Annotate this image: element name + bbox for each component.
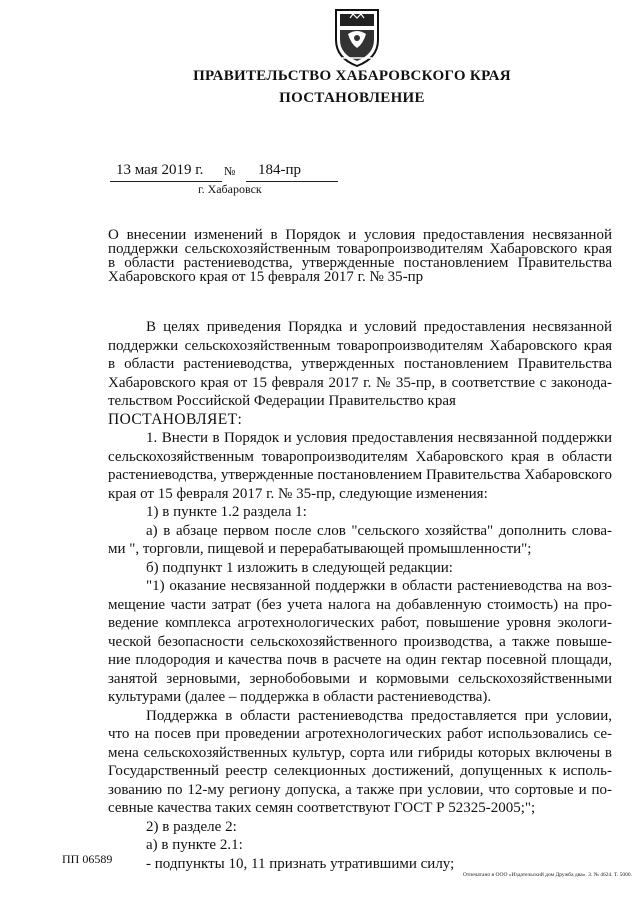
body-line: края от 15 февраля 2017 г. № 35-пр, следующие изменения: (108, 485, 488, 502)
body-line: занятой зерновыми, зернобобовыми и кормовыми сельскохозяйственными (108, 670, 612, 687)
body-line: в области растениеводства, утвержденных постановлением Правительства (108, 356, 612, 372)
document-date: 13 мая 2019 г. (116, 162, 204, 178)
body-line: Хабаровского края от 15 февраля 2017 г. № 35-пр, в соответствие с законода- (108, 374, 612, 391)
body-line: ческой безопасности сельскохозяйственного производства, а также повыше- (108, 633, 612, 650)
body-line: а) в пункте 2.1: (146, 837, 243, 853)
body-line: растениеводства, утвержденные постановлением Правительства Хабаровского (108, 467, 612, 483)
subject-line: О внесении изменений в Порядок и условия предоставления несвязанной (108, 227, 612, 243)
body-line: культурами (далее – поддержка в области растениеводства). (108, 689, 492, 705)
document-subject (108, 228, 612, 284)
document-type: ПОСТАНОВЛЕНИЕ (279, 90, 425, 106)
city: г. Хабаровск (198, 182, 262, 196)
body-line: - подпункты 10, 11 признать утратившими силу; (146, 855, 455, 872)
body-line: 1) в пункте 1.2 раздела 1: (146, 504, 307, 520)
date-number-line (110, 162, 340, 182)
body-line: что на посев при проведении агротехнологических работ использовались се- (108, 726, 612, 742)
body-line: Государственный реестр селекционных достижений, допущенных к исполь- (108, 763, 612, 779)
subject-line: в области растениеводства, утвержденные постановлением Правительства (108, 255, 612, 271)
organization-title: ПРАВИТЕЛЬСТВО ХАБАРОВСКОГО КРАЯ (193, 68, 511, 84)
body-line: ведение комплекса агротехнологических работ, повышение уровня экологи- (108, 615, 612, 631)
body-line: мена сельскохозяйственных культур, сорта или гибриды которых включены в (108, 744, 612, 761)
body-line: тельством Российской Федерации Правительство края (108, 393, 456, 409)
coat-of-arms-emblem (330, 6, 384, 68)
body-line: 2) в разделе 2: (146, 818, 237, 835)
body-line: Поддержка в области растениеводства предоставляется при условии, (146, 707, 612, 724)
body-line: б) подпункт 1 изложить в следующей редакции: (146, 559, 453, 576)
document-number: 184-пр (258, 162, 302, 178)
document-code: ПП 06589 (62, 852, 113, 866)
body-line: поддержки сельскохозяйственным товаропроизводителям Хабаровского края (108, 337, 612, 354)
subject-line: Хабаровского края от 15 февраля 2017 г. № 35-пр (108, 269, 424, 285)
body-line: а) в абзаце первом после слов "сельского хозяйства" дополнить слова- (146, 522, 612, 539)
print-note: Отпечатано в ООО «Издательский дом Дружба два». З. № 4624. Т. 5000. (462, 872, 632, 878)
body-line: "1) оказание несвязанной поддержки в области растениеводства на воз- (146, 578, 612, 594)
body-line: 1. Внести в Порядок и условия предоставления несвязанной поддержки (146, 430, 612, 446)
decree-word: ПОСТАНОВЛЯЕТ: (108, 410, 243, 428)
body-line: ми ", торговли, пищевой и перерабатывающей промышленности"; (108, 541, 532, 557)
document-body (108, 318, 612, 873)
body-line: севные качества таких семян соответствуют ГОСТ Р 52325-2005;"; (108, 800, 536, 816)
number-sign: № (224, 164, 236, 178)
body-line: мещение части затрат (без учета налога на добавленную стоимость) на про- (108, 596, 612, 613)
body-line: сельскохозяйственным товаропроизводителям Хабаровского края в области (108, 448, 612, 465)
subject-line: поддержки сельскохозяйственным товаропроизводителям Хабаровского края (108, 241, 612, 257)
body-line: В целях приведения Порядка и условий предоставления несвязанной (146, 319, 612, 335)
body-line: ние плодородия и качества почв в расчете на один гектар посевной площади, (108, 652, 612, 668)
body-line: зованию по 12-му региону допуска, а также при условии, что сортовые и по- (108, 781, 612, 798)
